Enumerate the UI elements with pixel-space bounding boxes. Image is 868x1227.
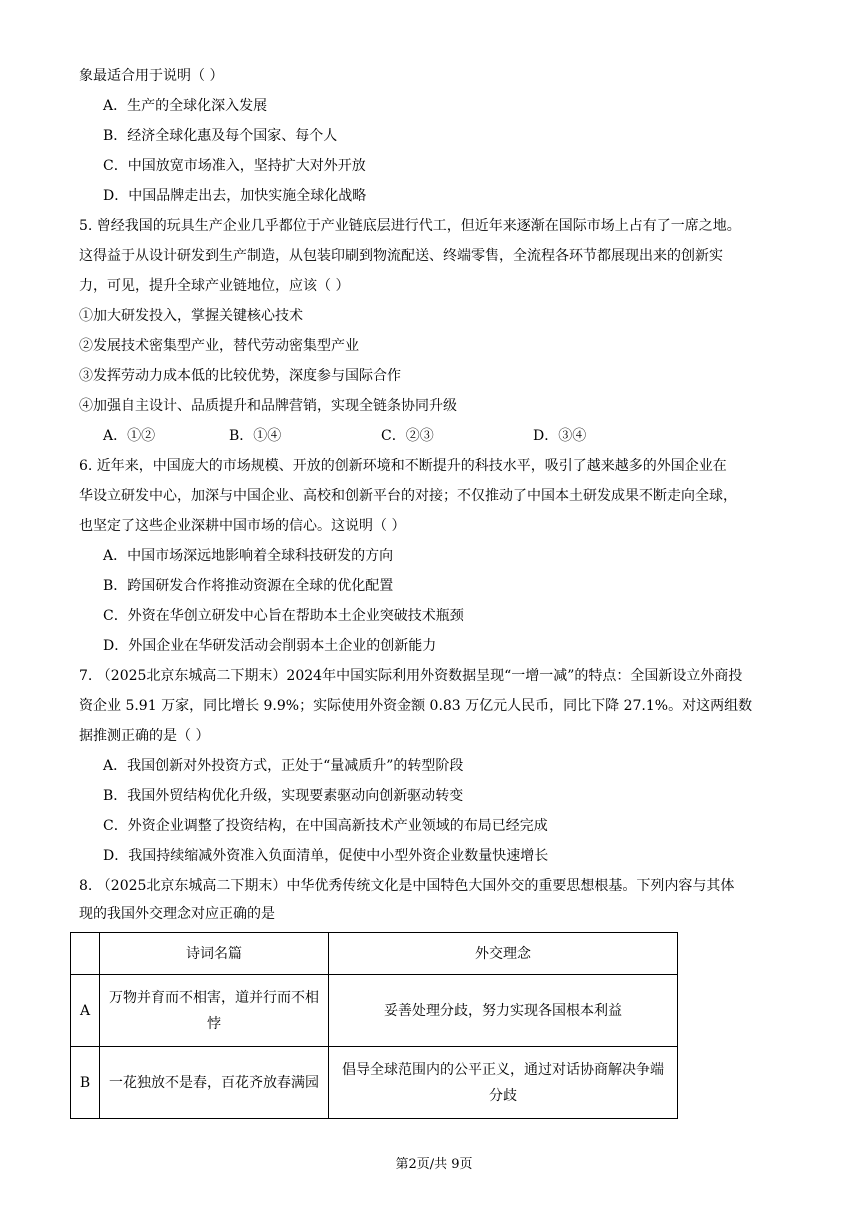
q4-option-a: A．生产的全球化深入发展 bbox=[103, 98, 268, 114]
table-row-idea: 妥善处理分歧，努力实现各国根本利益 bbox=[329, 975, 678, 1047]
q7-option-b: B．我国外贸结构优化升级，实现要素驱动向创新驱动转变 bbox=[103, 788, 464, 804]
q5-stem-1: 5. 曾经我国的玩具生产企业几乎都位于产业链底层进行代工，但近年来逐渐在国际市场上占有了一席之地。 bbox=[79, 218, 741, 234]
table-header-idea: 外交理念 bbox=[329, 933, 678, 975]
table-row-label: A bbox=[71, 975, 100, 1047]
q5-stem-2: 这得益于从设计研发到生产制造，从包装印刷到物流配送、终端零售，全流程各环节都展现出来的创新实 bbox=[79, 248, 723, 264]
q4-option-d: D．中国品牌走出去，加快实施全球化战略 bbox=[103, 188, 367, 204]
q4-option-c: C．中国放宽市场准入，坚持扩大对外开放 bbox=[103, 158, 366, 174]
q7-option-a: A．我国创新对外投资方式，正处于“量减质升”的转型阶段 bbox=[103, 758, 464, 774]
page-footer: 第2页/共 9页 bbox=[395, 1157, 473, 1172]
q7-stem-3: 据推测正确的是（ ） bbox=[79, 728, 210, 744]
q4-option-b: B．经济全球化惠及每个国家、每个人 bbox=[103, 128, 338, 144]
q6-option-b: B．跨国研发合作将推动资源在全球的优化配置 bbox=[103, 578, 394, 594]
line-l0: 象最适合用于说明（ ） bbox=[79, 68, 224, 84]
q8-stem-1: 8. （2025北京东城高二下期末）中华优秀传统文化是中国特色大国外交的重要思想根基。下列内容与其体 bbox=[79, 878, 735, 894]
q7-stem-1: 7. （2025北京东城高二下期末）2024年中国实际利用外资数据呈现“一增一减”的特点：全国新设立外商投 bbox=[79, 668, 743, 684]
table-header-label bbox=[71, 933, 100, 975]
q5-option-a: A．①② bbox=[103, 428, 156, 444]
table-header-poem: 诗词名篇 bbox=[100, 933, 329, 975]
q5-item-1: ①加大研发投入，掌握关键核心技术 bbox=[79, 308, 303, 324]
q6-stem-2: 华设立研发中心，加深与中国企业、高校和创新平台的对接；不仅推动了中国本土研发成果不断走向全球， bbox=[79, 488, 737, 504]
table-row-poem: 一花独放不是春，百花齐放春满园 bbox=[100, 1047, 329, 1119]
q6-option-d: D．外国企业在华研发活动会削弱本土企业的创新能力 bbox=[103, 638, 437, 654]
q5-option-b: B．①④ bbox=[229, 428, 282, 444]
q5-option-c: C．②③ bbox=[381, 428, 434, 444]
q5-item-3: ③发挥劳动力成本低的比较优势，深度参与国际合作 bbox=[79, 368, 401, 384]
table-row bbox=[71, 975, 678, 1047]
q7-option-c: C．外资企业调整了投资结构，在中国高新技术产业领域的布局已经完成 bbox=[103, 818, 548, 834]
q7-option-d: D．我国持续缩减外资准入负面清单，促使中小型外资企业数量快速增长 bbox=[103, 848, 549, 864]
table-row bbox=[71, 1047, 678, 1119]
q8-stem-2: 现的我国外交理念对应正确的是 bbox=[79, 906, 275, 922]
q8-table bbox=[70, 932, 678, 1119]
q7-stem-2: 资企业 5.91 万家，同比增长 9.9%；实际使用外资金额 0.83 万亿元人民币，同比下降 27.1%。对这两组数 bbox=[79, 698, 753, 714]
table-header-row bbox=[71, 933, 678, 975]
q6-option-c: C．外资在华创立研发中心旨在帮助本土企业突破技术瓶颈 bbox=[103, 608, 464, 624]
q5-option-d: D．③④ bbox=[533, 428, 587, 444]
q6-option-a: A．中国市场深远地影响着全球科技研发的方向 bbox=[103, 548, 394, 564]
q5-stem-3: 力，可见，提升全球产业链地位，应该（ ） bbox=[79, 278, 350, 294]
table-row-idea: 倡导全球范围内的公平正义，通过对话协商解决争端分歧 bbox=[329, 1047, 678, 1119]
q6-stem-3: 也坚定了这些企业深耕中国市场的信心。这说明（ ） bbox=[79, 518, 406, 534]
table-row-poem: 万物并育而不相害，道并行而不相悖 bbox=[100, 975, 329, 1047]
table-row-label: B bbox=[71, 1047, 100, 1119]
q6-stem-1: 6. 近年来，中国庞大的市场规模、开放的创新环境和不断提升的科技水平，吸引了越来越多的外国企业在 bbox=[79, 458, 727, 474]
q5-item-4: ④加强自主设计、品质提升和品牌营销，实现全链条协同升级 bbox=[79, 398, 457, 414]
q5-item-2: ②发展技术密集型产业，替代劳动密集型产业 bbox=[79, 338, 359, 354]
